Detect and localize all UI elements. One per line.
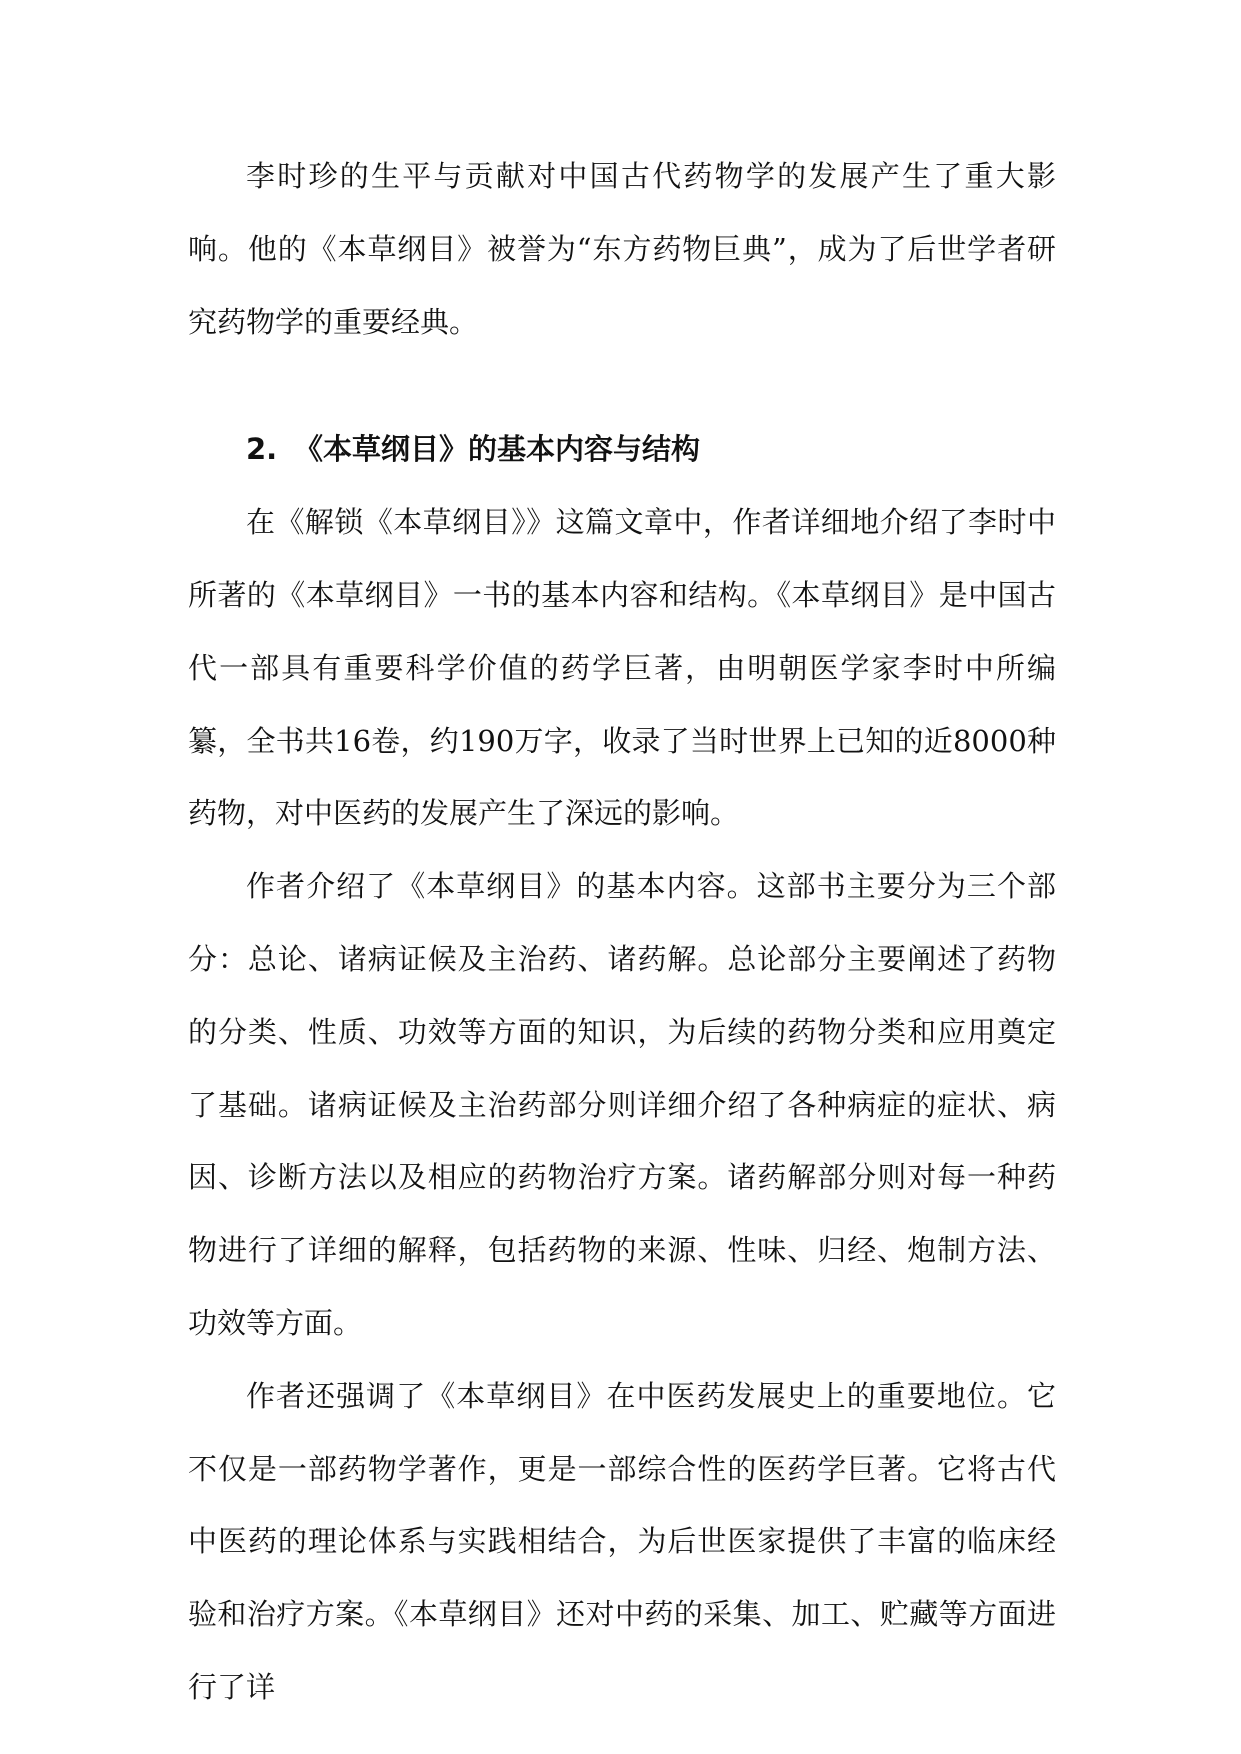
paragraph-intro: 李时珍的生平与贡献对中国古代药物学的发展产生了重大影响。他的《本草纲目》被誉为“东方药物巨典”，成为了后世学者研究药物学的重要经典。	[188, 159, 1056, 339]
section-heading	[188, 413, 1056, 486]
paragraph-basic-content: 作者介绍了《本草纲目》的基本内容。这部书主要分为三个部分：总论、诸病证候及主治药、诸药解。总论部分主要阐述了药物的分类、性质、功效等方面的知识，为后续的药物分类和应用奠定了基础。诸病证候及主治药部分则详细介绍了各种病症的症状、病因、诊断方法以及相应的药物治疗方案。诸药解部分则对每一种药物进行了详细的解释，包括药物的来源、性味、归经、炮制方法、功效等方面。	[188, 869, 1056, 1340]
paragraph-content-overview: 在《解锁《本草纲目》》这篇文章中，作者详细地介绍了李时中所著的《本草纲目》一书的基本内容和结构。《本草纲目》是中国古代一部具有重要科学价值的药学巨著，由明朝医学家李时中所编纂，全书共16卷，约190万字，收录了当时世界上已知的近8000种药物，对中医药的发展产生了深远的影响。	[188, 505, 1056, 831]
section-spacer	[188, 358, 1056, 413]
document-body	[188, 140, 1056, 1724]
section-title: 《本草纲目》的基本内容与结构	[294, 432, 701, 467]
paragraph-historical-status: 作者还强调了《本草纲目》在中医药发展史上的重要地位。它不仅是一部药物学著作，更是一部综合性的医药学巨著。它将古代中医药的理论体系与实践相结合，为后世医家提供了丰富的临床经验和治疗方案。《本草纲目》还对中药的采集、加工、贮藏等方面进行了详	[188, 1378, 1056, 1704]
section-number: 2.	[246, 432, 278, 467]
